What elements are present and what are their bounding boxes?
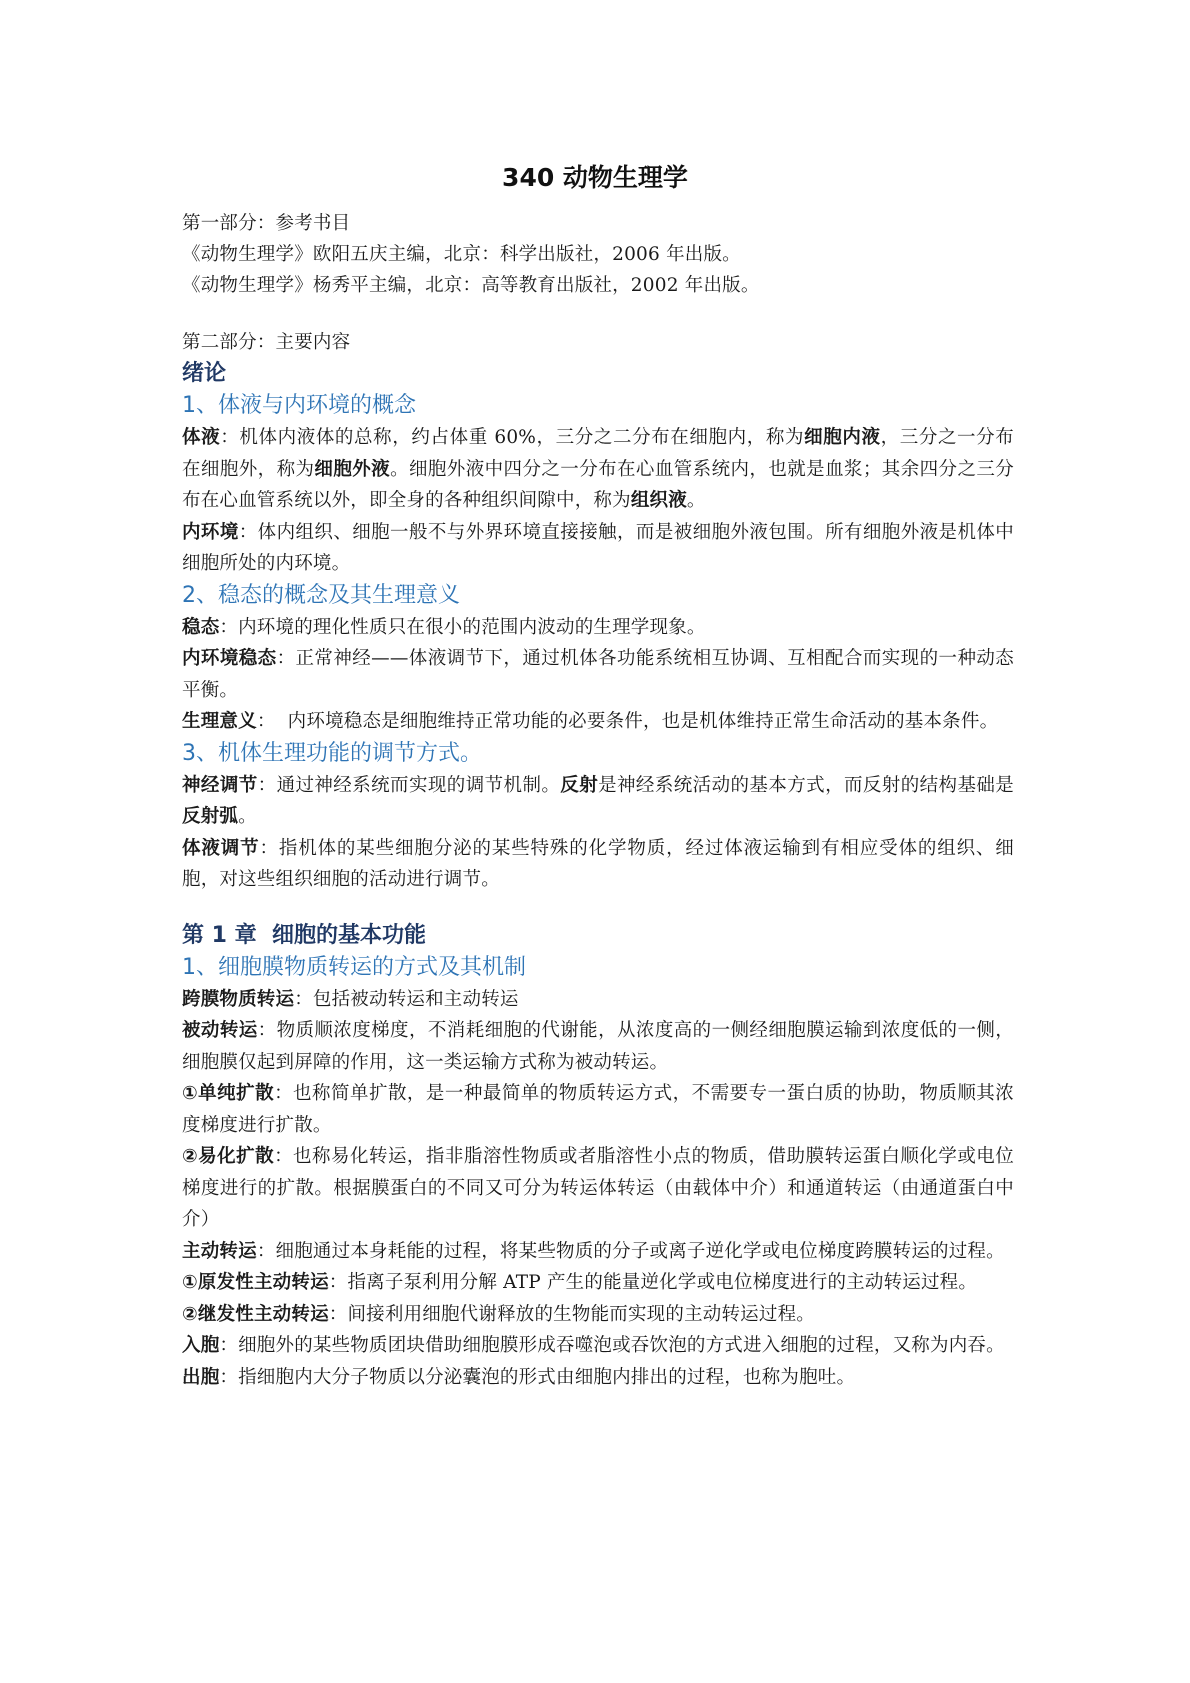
paragraph: 内环境：体内组织、细胞一般不与外界环境直接接触，而是被细胞外液包围。所有细胞外液是机体中细胞所处的内环境。 <box>182 521 1014 574</box>
section-heading: 1、体液与内环境的概念 <box>182 393 416 418</box>
term: 体液调节 <box>182 837 260 859</box>
paragraph: 主动转运：细胞通过本身耗能的过程，将某些物质的分子或离子逆化学或电位梯度跨膜转运的过程。 <box>182 1240 1005 1262</box>
paragraph: 体液调节：指机体的某些细胞分泌的某些特殊的化学物质，经过体液运输到有相应受体的组织、细胞，对这些组织细胞的活动进行调节。 <box>182 837 1014 890</box>
paragraph: ②易化扩散：也称易化转运，指非脂溶性物质或者脂溶性小点的物质，借助膜转运蛋白顺化学或电位梯度进行的扩散。根据膜蛋白的不同又可分为转运体转运（由载体中介）和通道转运（由通道蛋白中介） <box>182 1146 1014 1230</box>
part1-heading: 第一部分：参考书目 <box>182 213 351 234</box>
term: ②易化扩散 <box>182 1146 275 1167</box>
chapter-heading: 第 1 章 细胞的基本功能 <box>182 922 426 948</box>
section-heading: 1、细胞膜物质转运的方式及其机制 <box>182 954 526 980</box>
book-ref: 《动物生理学》杨秀平主编，北京：高等教育出版社，2002 年出版。 <box>182 275 760 296</box>
paragraph: 稳态：内环境的理化性质只在很小的范围内波动的生理学现象。 <box>182 616 706 638</box>
term: 跨膜物质转运 <box>182 988 295 1010</box>
term: 内环境 <box>182 521 239 543</box>
term: 体液 <box>182 427 221 448</box>
paragraph: ②继发性主动转运：间接利用细胞代谢释放的生物能而实现的主动转运过程。 <box>182 1303 815 1325</box>
term: 主动转运 <box>182 1240 257 1262</box>
term: ①原发性主动转运 <box>182 1272 329 1293</box>
document-body <box>182 208 1014 1393</box>
paragraph: 内环境稳态：正常神经——体液调节下，通过机体各功能系统相互协调、互相配合而实现的一种动态平衡。 <box>182 648 1014 701</box>
paragraph: ①原发性主动转运：指离子泵利用分解 ATP 产生的能量逆化学或电位梯度进行的主动转运过程。 <box>182 1272 978 1293</box>
paragraph: 出胞：指细胞内大分子物质以分泌囊泡的形式由细胞内排出的过程，也称为胞吐。 <box>182 1366 856 1388</box>
paragraph: 入胞：细胞外的某些物质团块借助细胞膜形成吞噬泡或吞饮泡的方式进入细胞的过程，又称为内吞。 <box>182 1335 1005 1356</box>
paragraph: 神经调节：通过神经系统而实现的调节机制。反射是神经系统活动的基本方式，而反射的结构基础是反射弧。 <box>182 774 1014 827</box>
term: 神经调节 <box>182 774 258 796</box>
book-ref: 《动物生理学》欧阳五庆主编，北京：科学出版社，2006 年出版。 <box>182 244 741 265</box>
paragraph: 体液：机体内液体的总称，约占体重 60%，三分之二分布在细胞内，称为细胞内液，三分之一分布在细胞外，称为细胞外液。细胞外液中四分之一分布在心血管系统内，也就是血浆；其余四分之三分布在心血管系统以外，即全身的各种组织间隙中，称为组织液。 <box>182 427 1014 511</box>
section-heading: 3、机体生理功能的调节方式。 <box>182 740 482 766</box>
term: ②继发性主动转运 <box>182 1303 329 1325</box>
paragraph: 跨膜物质转运：包括被动转运和主动转运 <box>182 988 519 1010</box>
intro-heading: 绪论 <box>182 361 227 386</box>
term: 稳态 <box>182 616 220 638</box>
paragraph: 生理意义： 内环境稳态是细胞维持正常功能的必要条件，也是机体维持正常生命活动的基本条件。 <box>182 711 999 732</box>
part2-heading: 第二部分：主要内容 <box>182 332 351 353</box>
term: ①单纯扩散 <box>182 1083 275 1104</box>
paragraph: ①单纯扩散：也称简单扩散，是一种最简单的物质转运方式，不需要专一蛋白质的协助，物质顺其浓度梯度进行扩散。 <box>182 1083 1014 1136</box>
term: 内环境稳态 <box>182 648 277 669</box>
term: 生理意义 <box>182 711 257 732</box>
page-title: 340 动物生理学 <box>502 163 688 192</box>
paragraph: 被动转运：物质顺浓度梯度，不消耗细胞的代谢能，从浓度高的一侧经细胞膜运输到浓度低的一侧，细胞膜仅起到屏障的作用，这一类运输方式称为被动转运。 <box>182 1020 1014 1073</box>
term: 入胞 <box>182 1335 220 1356</box>
term: 被动转运 <box>182 1020 258 1041</box>
term: 出胞 <box>182 1366 220 1388</box>
section-heading: 2、稳态的概念及其生理意义 <box>182 582 460 608</box>
